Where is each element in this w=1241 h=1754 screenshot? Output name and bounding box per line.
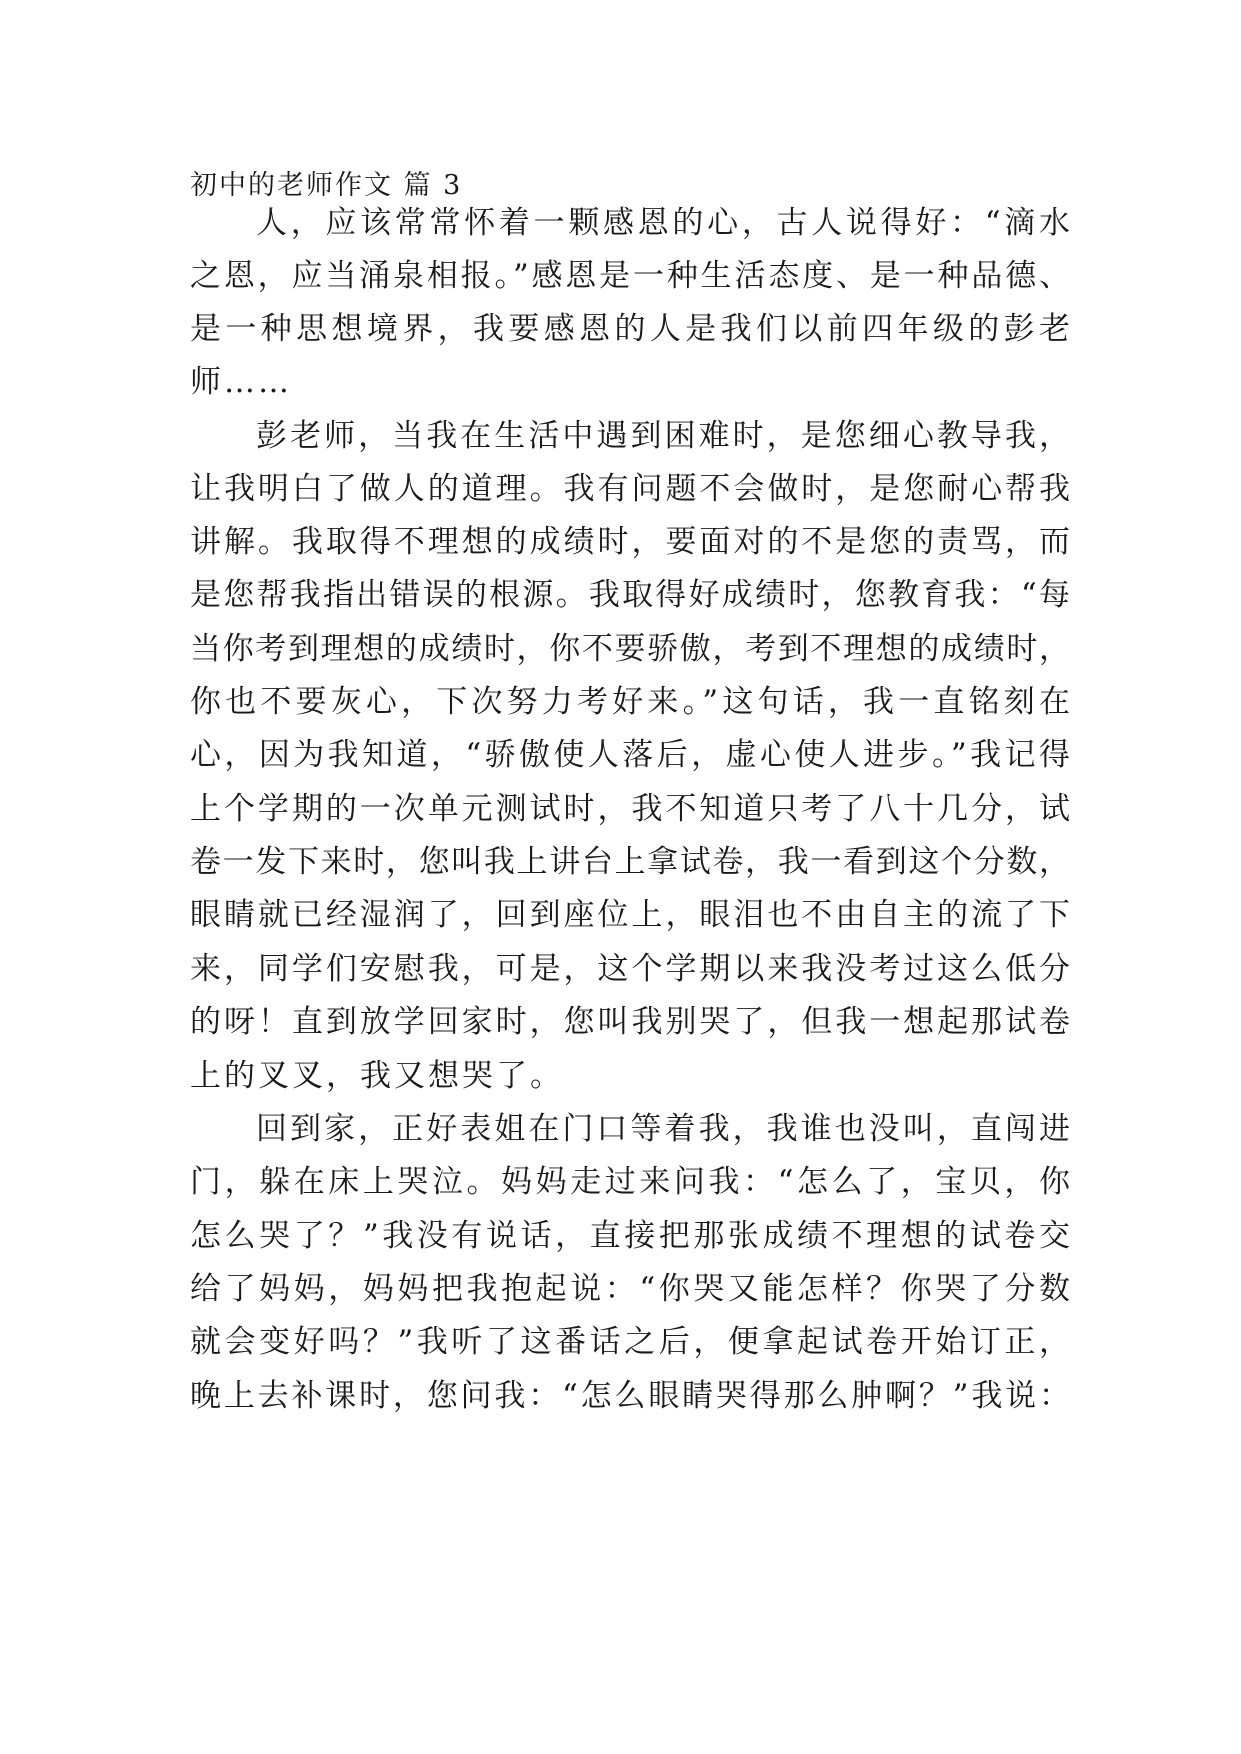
paragraph-3-line-6: 晚上去补课时，您问我：“怎么眼睛哭得那么肿啊？”我说： xyxy=(190,1378,1070,1414)
paragraph-1-line-2: 之恩，应当涌泉相报。”感恩是一种生活态度、是一种品德、 xyxy=(190,258,1070,294)
paragraph-2-line-2: 让我明白了做人的道理。我有问题不会做时，是您耐心帮我 xyxy=(190,471,1070,507)
paragraph-2-line-1: 彭老师，当我在生活中遇到困难时，是您细心教导我， xyxy=(256,418,1070,454)
paragraph-2-line-3: 讲解。我取得不理想的成绩时，要面对的不是您的责骂，而 xyxy=(190,524,1070,560)
paragraph-2-line-4: 是您帮我指出错误的根源。我取得好成绩时，您教育我：“每 xyxy=(190,577,1070,613)
paragraph-2-line-8: 上个学期的一次单元测试时，我不知道只考了八十几分，试 xyxy=(190,791,1070,827)
paragraph-2-line-12: 的呀！直到放学回家时，您叫我别哭了，但我一想起那试卷 xyxy=(190,1004,1070,1040)
paragraph-2-line-11: 来，同学们安慰我，可是，这个学期以来我没考过这么低分 xyxy=(190,951,1070,987)
paragraph-3-line-4: 给了妈妈，妈妈把我抱起说：“你哭又能怎样？你哭了分数 xyxy=(190,1271,1070,1307)
paragraph-2-line-6: 你也不要灰心，下次努力考好来。”这句话，我一直铭刻在 xyxy=(190,684,1070,720)
paragraph-2-line-10: 眼睛就已经湿润了，回到座位上，眼泪也不由自主的流了下 xyxy=(190,897,1070,933)
paragraph-2-line-5: 当你考到理想的成绩时，你不要骄傲，考到不理想的成绩时， xyxy=(190,631,1070,667)
paragraph-2-line-7: 心，因为我知道，“骄傲使人落后，虚心使人进步。”我记得 xyxy=(190,737,1070,773)
paragraph-3-line-5: 就会变好吗？”我听了这番话之后，便拿起试卷开始订正， xyxy=(190,1324,1070,1360)
paragraph-1-line-1: 人，应该常常怀着一颗感恩的心，古人说得好：“滴水 xyxy=(256,205,1070,241)
paragraph-3-line-3: 怎么哭了？”我没有说话，直接把那张成绩不理想的试卷交 xyxy=(190,1218,1070,1254)
paragraph-2-line-9: 卷一发下来时，您叫我上讲台上拿试卷，我一看到这个分数， xyxy=(190,844,1070,880)
paragraph-3-line-1: 回到家，正好表姐在门口等着我，我谁也没叫，直闯进 xyxy=(256,1111,1070,1147)
paragraph-3-line-2: 门，躲在床上哭泣。妈妈走过来问我：“怎么了，宝贝，你 xyxy=(190,1164,1070,1200)
document-title: 初中的老师作文 篇 3 xyxy=(190,170,463,201)
paragraph-1-line-3: 是一种思想境界，我要感恩的人是我们以前四年级的彭老 xyxy=(190,311,1070,347)
paragraph-1-line-4: 师…… xyxy=(190,364,292,400)
paragraph-2-line-13: 上的叉叉，我又想哭了。 xyxy=(190,1058,564,1094)
